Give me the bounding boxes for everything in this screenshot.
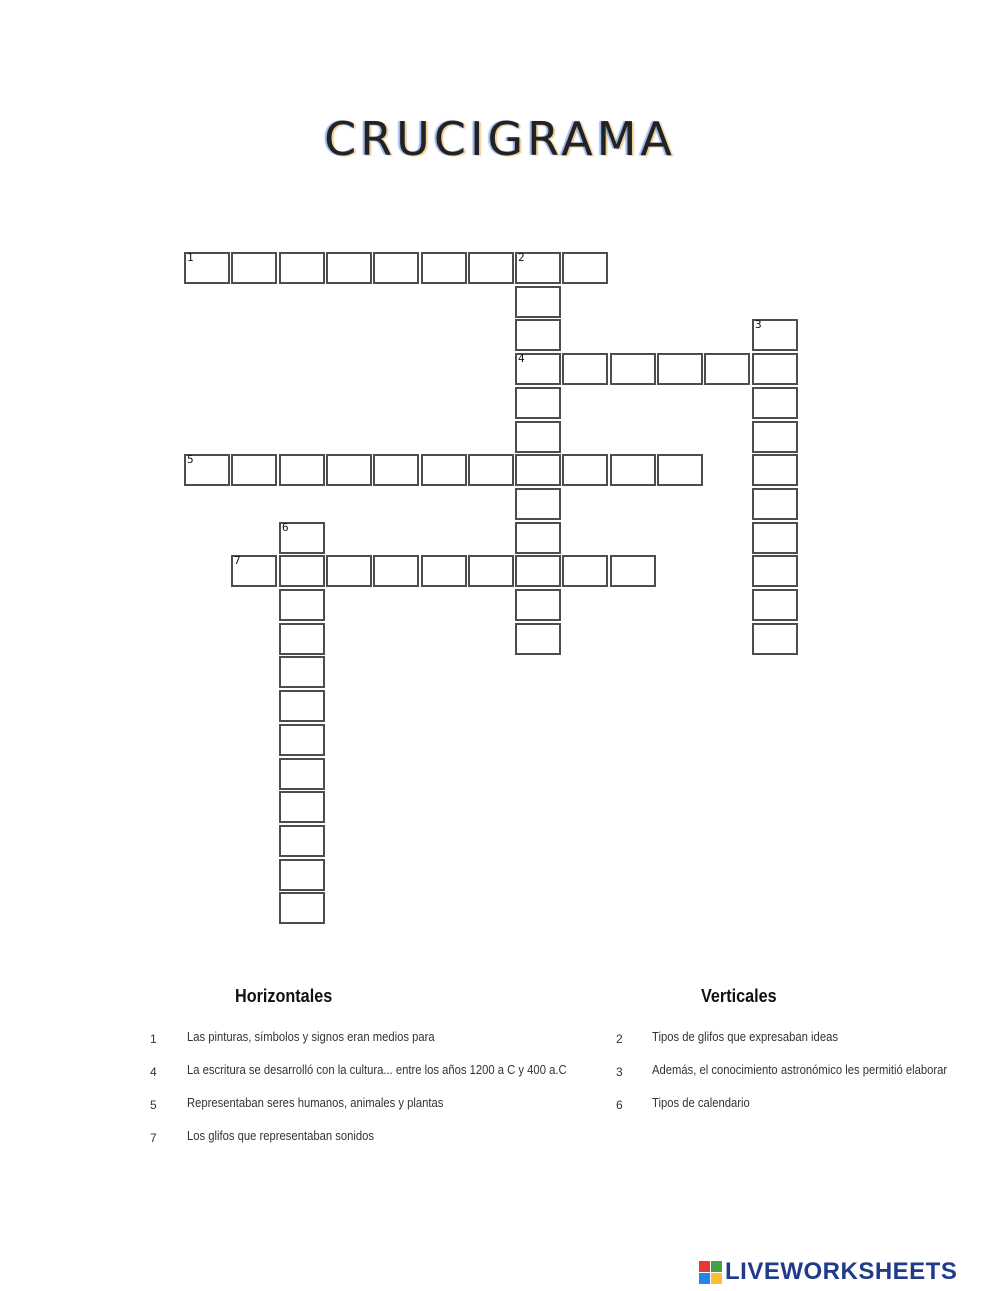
crossword-cell[interactable] [515, 454, 561, 486]
crossword-cell[interactable] [515, 555, 561, 587]
crossword-cell[interactable] [326, 555, 372, 587]
crossword-cell[interactable] [752, 454, 798, 486]
clue-text: Tipos de glifos que expresaban ideas [652, 1030, 838, 1044]
clue-number-label: 1 [187, 251, 194, 264]
crossword-cell[interactable] [279, 454, 325, 486]
crossword-cell[interactable] [279, 758, 325, 790]
clue-text: Tipos de calendario [652, 1096, 750, 1110]
clue-number-label: 5 [187, 453, 194, 466]
crossword-cell-2[interactable] [515, 252, 561, 284]
verticales-heading: Verticales [701, 986, 777, 1006]
crossword-cell[interactable] [279, 859, 325, 891]
crossword-cell[interactable] [515, 522, 561, 554]
crossword-cell[interactable] [657, 454, 703, 486]
clue-text: Los glifos que representaban sonidos [187, 1129, 375, 1143]
clue-number: 1 [150, 1032, 157, 1046]
crossword-cell[interactable] [279, 791, 325, 823]
crossword-cell[interactable] [515, 421, 561, 453]
clue-number: 7 [150, 1131, 157, 1145]
clue-number: 3 [616, 1065, 623, 1079]
crossword-cell[interactable] [326, 252, 372, 284]
crossword-cell[interactable] [752, 623, 798, 655]
crossword-cell[interactable] [752, 421, 798, 453]
crossword-cell-1[interactable] [184, 252, 230, 284]
clue-text: La escritura se desarrolló con la cultura... entre los años 1200 a C y 400 a.C [187, 1063, 567, 1077]
crossword-cell[interactable] [704, 353, 750, 385]
crossword-cell[interactable] [279, 589, 325, 621]
crossword-cell-7[interactable] [231, 555, 277, 587]
logo-square [711, 1273, 722, 1284]
crossword-cell[interactable] [515, 319, 561, 351]
crossword-cell[interactable] [562, 555, 608, 587]
crossword-cell[interactable] [610, 555, 656, 587]
logo-icon [699, 1261, 722, 1284]
crossword-cell[interactable] [515, 589, 561, 621]
crossword-cell[interactable] [468, 454, 514, 486]
logo-square [699, 1273, 710, 1284]
clue-number: 5 [150, 1098, 157, 1112]
crossword-cell[interactable] [515, 286, 561, 318]
crossword-cell[interactable] [752, 488, 798, 520]
crossword-cell[interactable] [373, 454, 419, 486]
crossword-cell-4[interactable] [515, 353, 561, 385]
clue-number-label: 6 [282, 521, 289, 534]
page-title: CRUCIGRAMA [324, 112, 676, 166]
clue-number-label: 2 [518, 251, 525, 264]
clue-number-label: 4 [518, 352, 525, 365]
logo-square [711, 1261, 722, 1272]
crossword-cell[interactable] [279, 623, 325, 655]
crossword-cell[interactable] [562, 353, 608, 385]
crossword-cell[interactable] [279, 724, 325, 756]
crossword-cell[interactable] [610, 454, 656, 486]
crossword-cell[interactable] [279, 690, 325, 722]
clue-text: Representaban seres humanos, animales y plantas [187, 1096, 444, 1110]
crossword-cell[interactable] [373, 252, 419, 284]
crossword-cell[interactable] [421, 555, 467, 587]
crossword-cell[interactable] [657, 353, 703, 385]
crossword-cell[interactable] [752, 387, 798, 419]
crossword-cell[interactable] [752, 353, 798, 385]
liveworksheets-logo [699, 1259, 957, 1285]
crossword-cell-6[interactable] [279, 522, 325, 554]
crossword-cell[interactable] [421, 252, 467, 284]
crossword-cell[interactable] [515, 488, 561, 520]
crossword-cell[interactable] [421, 454, 467, 486]
crossword-cell[interactable] [752, 555, 798, 587]
crossword-cell[interactable] [326, 454, 372, 486]
crossword-cell-5[interactable] [184, 454, 230, 486]
crossword-cell[interactable] [752, 522, 798, 554]
crossword-cell[interactable] [515, 387, 561, 419]
crossword-cell[interactable] [562, 454, 608, 486]
clue-number: 4 [150, 1065, 157, 1079]
crossword-cell[interactable] [468, 555, 514, 587]
logo-text: LIVEWORKSHEETS [725, 1258, 958, 1285]
crossword-cell[interactable] [279, 656, 325, 688]
crossword-cell[interactable] [279, 892, 325, 924]
crossword-cell[interactable] [231, 454, 277, 486]
crossword-cell[interactable] [562, 252, 608, 284]
crossword-cell[interactable] [279, 825, 325, 857]
crossword-cell[interactable] [279, 252, 325, 284]
clue-number-label: 3 [755, 318, 762, 331]
horizontales-heading: Horizontales [235, 986, 333, 1006]
crossword-cell[interactable] [515, 623, 561, 655]
crossword-cell[interactable] [373, 555, 419, 587]
crossword-cell[interactable] [610, 353, 656, 385]
crossword-cell[interactable] [279, 555, 325, 587]
clue-number-label: 7 [234, 554, 241, 567]
clue-number: 2 [616, 1032, 623, 1046]
crossword-cell[interactable] [752, 589, 798, 621]
clue-text: Además, el conocimiento astronómico les permitió elaborar [652, 1063, 948, 1077]
clue-text: Las pinturas, símbolos y signos eran medios para [187, 1030, 435, 1044]
crossword-cell[interactable] [468, 252, 514, 284]
crossword-cell-3[interactable] [752, 319, 798, 351]
clue-number: 6 [616, 1098, 623, 1112]
crossword-cell[interactable] [231, 252, 277, 284]
logo-square [699, 1261, 710, 1272]
